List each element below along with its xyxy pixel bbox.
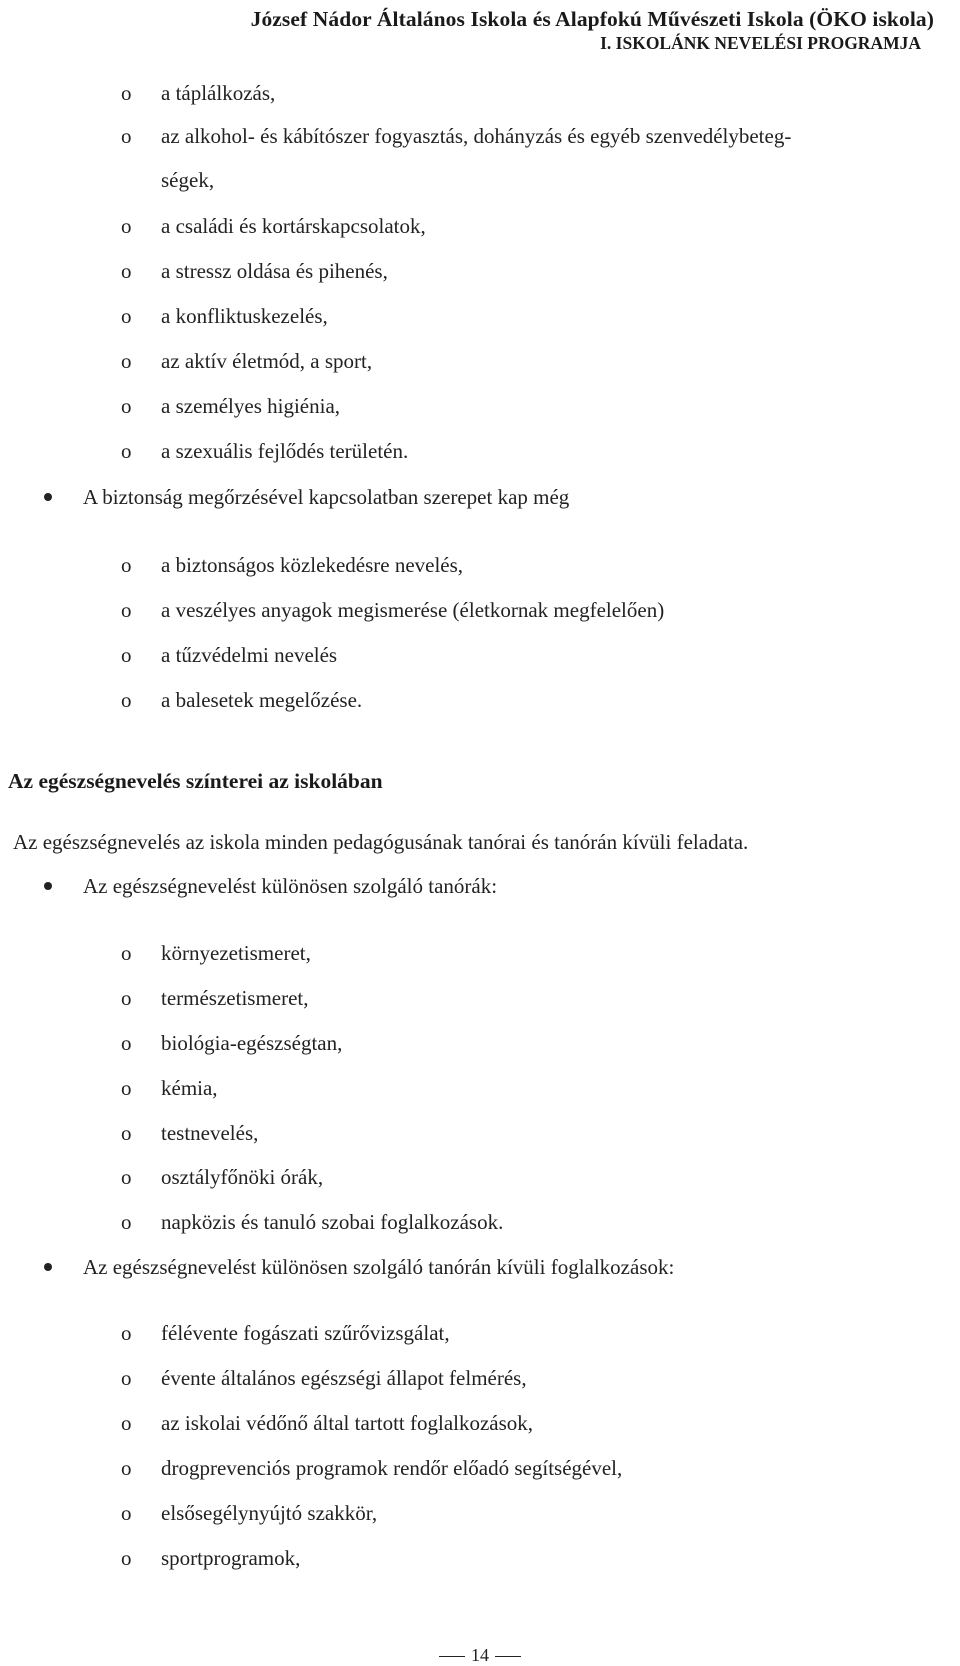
list-item-text: az alkohol- és kábítószer fogyasztás, dohányzás és egyéb szenvedélybeteg-: [161, 124, 792, 148]
list-item-text: napközis és tanuló szobai foglalkozások.: [161, 1210, 504, 1234]
school-name: József Nádor Általános Iskola és Alapfokú Művészeti Iskola (ÖKO iskola): [250, 7, 934, 31]
bullet-dot: [44, 1263, 52, 1271]
list-marker: o: [121, 1366, 132, 1390]
list-item-text: a személyes higiénia,: [161, 394, 341, 418]
list-item-text: félévente fogászati szűrővizsgálat,: [161, 1321, 450, 1345]
list-marker: o: [121, 643, 132, 667]
list-marker: o: [121, 124, 132, 148]
list-item-text: a családi és kortárskapcsolatok,: [161, 214, 426, 238]
bullet-dot: [44, 493, 52, 501]
list-item-text: évente általános egészségi állapot felmérés,: [161, 1366, 527, 1390]
list-marker: o: [121, 349, 132, 373]
list-marker: o: [121, 1546, 132, 1570]
list-marker: o: [121, 941, 132, 965]
list-marker: o: [121, 688, 132, 712]
list-item-text: elsősegélynyújtó szakkör,: [161, 1501, 378, 1525]
list-marker: o: [121, 1121, 132, 1145]
bullet-dot: [44, 882, 52, 890]
page-header: [14, 6, 934, 54]
list-marker: o: [121, 259, 132, 283]
section-paragraph: Az egészségnevelés az iskola minden pedagógusának tanórai és tanórán kívüli feladata.: [13, 830, 749, 854]
list-item-text: környezetismeret,: [161, 941, 311, 965]
list-marker: o: [121, 1210, 132, 1234]
list-item-text: természetismeret,: [161, 986, 309, 1010]
list-item-text: sportprogramok,: [161, 1546, 301, 1570]
list-item-text: az aktív életmód, a sport,: [161, 349, 373, 373]
list-marker: o: [121, 1456, 132, 1480]
list-marker: o: [121, 214, 132, 238]
list-marker: o: [121, 1031, 132, 1055]
list-marker: o: [121, 553, 132, 577]
list-item-text: a stressz oldása és pihenés,: [161, 259, 388, 283]
program-title: I. ISKOLÁNK NEVELÉSI PROGRAMJA: [600, 33, 921, 53]
list-marker: o: [121, 1076, 132, 1100]
list-marker: o: [121, 1411, 132, 1435]
list-marker: o: [121, 598, 132, 622]
list-item-text: a táplálkozás,: [161, 81, 276, 105]
list-item-text: biológia-egészségtan,: [161, 1031, 343, 1055]
list-item-text: testnevelés,: [161, 1121, 259, 1145]
list-marker: o: [121, 1501, 132, 1525]
list-item-text: az iskolai védőnő által tartott foglalkozások,: [161, 1411, 534, 1435]
footer-rule-right: [495, 1656, 521, 1657]
list-item-text: a konfliktuskezelés,: [161, 304, 328, 328]
list-item-text: a tűzvédelmi nevelés: [161, 643, 338, 667]
footer-rule-left: [439, 1656, 465, 1657]
list-marker: o: [121, 1165, 132, 1189]
list-item-text: a balesetek megelőzése.: [161, 688, 363, 712]
list-item-text: drogprevenciós programok rendőr előadó segítségével,: [161, 1456, 623, 1480]
list-item-text: kémia,: [161, 1076, 218, 1100]
list-item-text: a veszélyes anyagok megismerése (életkornak megfelelően): [161, 598, 665, 622]
list-item-text: ségek,: [161, 168, 215, 192]
page-footer: [0, 1645, 960, 1665]
list-item-text: osztályfőnöki órák,: [161, 1165, 324, 1189]
bullet-text: Az egészségnevelést különösen szolgáló tanórán kívüli foglalkozások:: [83, 1255, 675, 1279]
list-marker: o: [121, 986, 132, 1010]
list-marker: o: [121, 394, 132, 418]
bullet-text: Az egészségnevelést különösen szolgáló tanórák:: [83, 874, 498, 898]
list-marker: o: [121, 1321, 132, 1345]
list-item-text: a szexuális fejlődés területén.: [161, 439, 409, 463]
section-heading: Az egészségnevelés színterei az iskolában: [8, 769, 383, 793]
list-item-text: a biztonságos közlekedésre nevelés,: [161, 553, 464, 577]
list-marker: o: [121, 81, 132, 105]
page-number: 14: [471, 1645, 489, 1665]
list-marker: o: [121, 304, 132, 328]
bullet-text: A biztonság megőrzésével kapcsolatban szerepet kap még: [83, 485, 570, 509]
list-marker: o: [121, 439, 132, 463]
